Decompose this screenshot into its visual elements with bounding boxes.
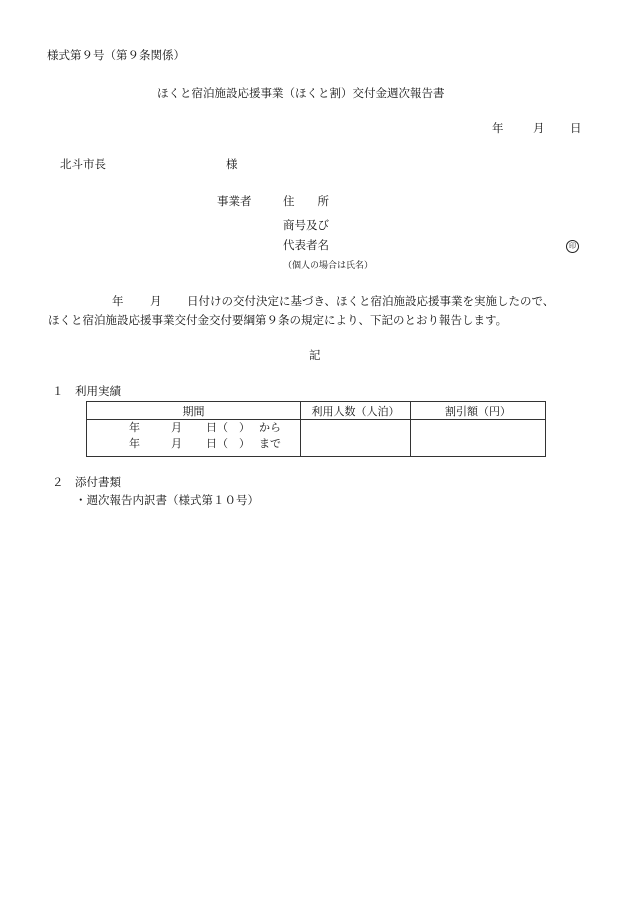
form-number: 様式第９号（第９条関係） (47, 48, 185, 62)
usage-table (86, 401, 546, 457)
header-period: 期間 (87, 402, 301, 420)
attachment-item: ・週次報告内訳書（様式第１０号） (75, 493, 259, 507)
representative-label: 代表者名 (283, 238, 329, 252)
date-day: 日 (570, 121, 582, 135)
from-day: 日（ ） (206, 421, 250, 434)
body-year: 年 (112, 294, 124, 308)
table-row (87, 420, 546, 457)
to-year: 年 (129, 437, 140, 450)
addressee-honorific: 様 (226, 157, 238, 171)
to-suffix: まで (259, 437, 281, 450)
period-cell (87, 420, 301, 457)
individual-note: （個人の場合は氏名） (283, 261, 374, 271)
date-month: 月 (533, 121, 545, 135)
body-month: 月 (150, 294, 162, 308)
address-label: 住 所 (283, 194, 329, 208)
discount-cell (411, 420, 546, 457)
guests-cell (301, 420, 411, 457)
header-discount: 割引額（円） (411, 402, 546, 420)
period-to-row (87, 436, 300, 452)
from-suffix: から (259, 421, 281, 434)
seal-mark: 印 (566, 240, 579, 253)
body-line1: 日付けの交付決定に基づき、ほくと宿泊施設応援事業を実施したので、 (187, 294, 555, 308)
addressee-name: 北斗市長 (60, 157, 106, 171)
document-title: ほくと宿泊施設応援事業（ほくと割）交付金週次報告書 (157, 86, 445, 100)
date-year: 年 (492, 121, 504, 135)
period-from-row (87, 420, 300, 436)
body-line2: ほくと宿泊施設応援事業交付金交付要綱第９条の規定により、下記のとおり報告します。 (48, 313, 508, 327)
to-month: 月 (171, 437, 182, 450)
ki-marker: 記 (309, 348, 321, 362)
applicant-label: 事業者 (217, 194, 252, 208)
section1-heading: １ 利用実績 (52, 384, 121, 398)
trade-name-label: 商号及び (283, 218, 329, 232)
table-header-row (87, 402, 546, 420)
header-guests: 利用人数（人泊） (301, 402, 411, 420)
from-month: 月 (171, 421, 182, 434)
to-day: 日（ ） (206, 437, 250, 450)
from-year: 年 (129, 421, 140, 434)
section2-heading: ２ 添付書類 (52, 475, 121, 489)
